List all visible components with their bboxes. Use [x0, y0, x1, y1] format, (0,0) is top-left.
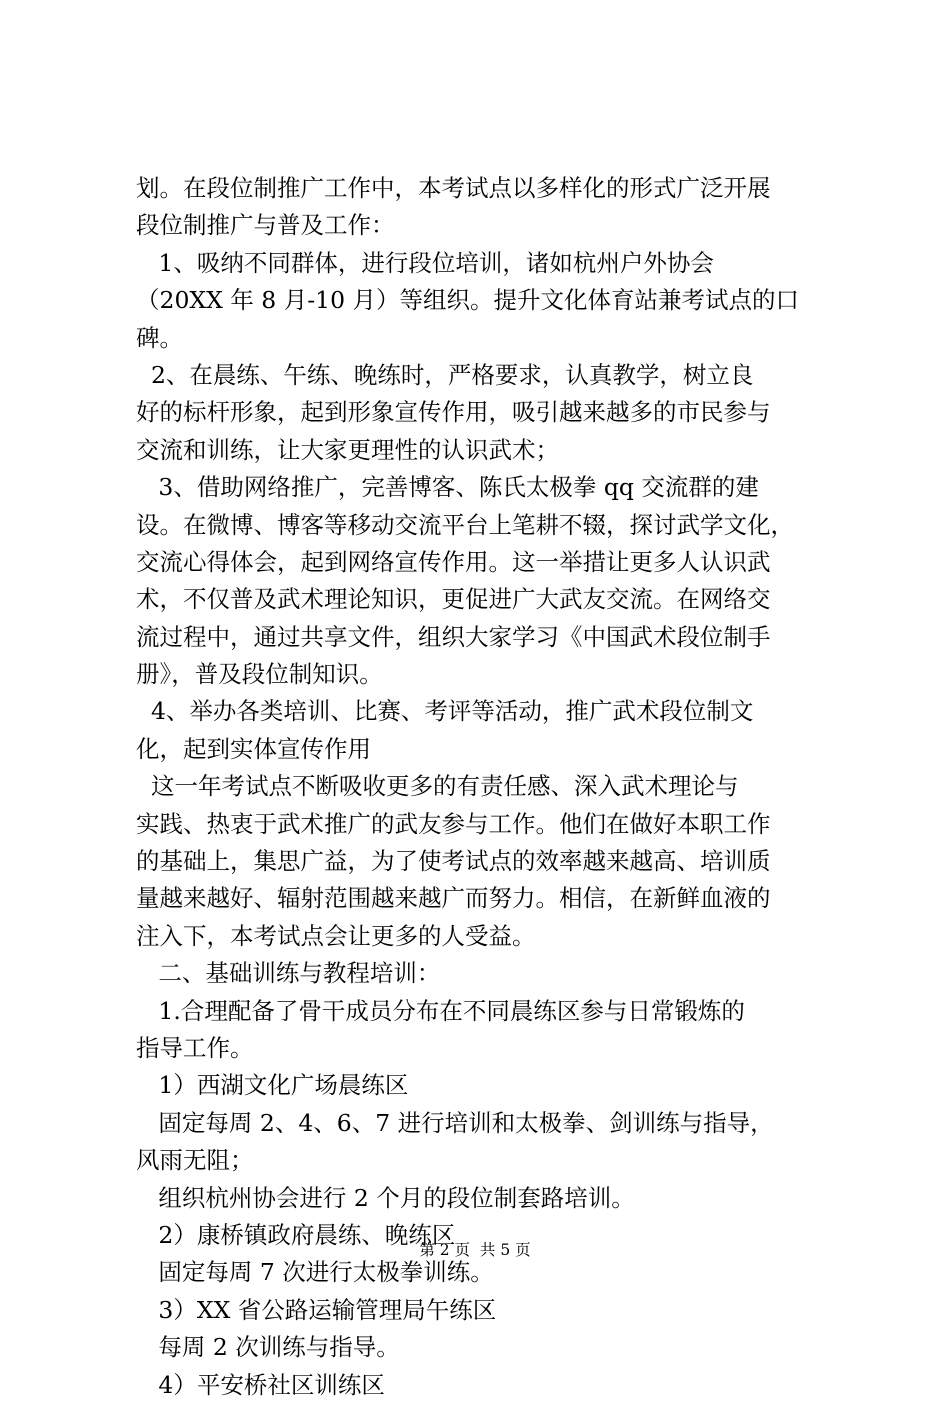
text-line: 3、借助网络推广，完善博客、陈氏太极拳 qq 交流群的建 [136, 473, 759, 502]
text-line: 册》，普及段位制知识。 [136, 660, 383, 689]
text-line: 这一年考试点不断吸收更多的有责任感、深入武术理论与 [136, 772, 739, 801]
text-line: 段位制推广与普及工作： [136, 211, 395, 240]
text-line: 1.合理配备了骨干成员分布在不同晨练区参与日常锻炼的 [136, 996, 745, 1025]
text-line: 2、在晨练、午练、晚练时，严格要求，认真教学，树立良 [136, 360, 754, 389]
text-line: 划。在段位制推广工作中，本考试点以多样化的形式广泛开展 [136, 174, 771, 202]
list-item: 4）平安桥社区训练区 [136, 1370, 385, 1399]
text-line: 实践、热衷于武术推广的武友参与工作。他们在做好本职工作 [136, 809, 771, 838]
list-item: 1）西湖文化广场晨练区 [136, 1071, 409, 1100]
text-line: 化，起到实体宣传作用 [136, 734, 371, 763]
text-line: 指导工作。 [136, 1033, 254, 1062]
text-line: 的基础上，集思广益，为了使考试点的效率越来越高、培训质 [136, 847, 771, 876]
page-number-footer: 第 2 页 共 5 页 [419, 1241, 531, 1259]
text-line: 交流和训练，让大家更理性的认识武术； [136, 435, 559, 464]
text-line: 好的标杆形象，起到形象宣传作用，吸引越来越多的市民参与 [136, 398, 771, 427]
text-line: 交流心得体会，起到网络宣传作用。这一举措让更多人认识武 [136, 547, 771, 576]
text-line: 每周 2 次训练与指导。 [136, 1333, 400, 1362]
text-line: 1、吸纳不同群体，进行段位培训，诸如杭州户外协会 [136, 248, 714, 277]
text-line: 术，不仅普及武术理论知识，更促进广大武友交流。在网络交 [136, 585, 771, 614]
body-text [136, 170, 836, 1404]
text-line: 4、举办各类培训、比赛、考评等活动，推广武术段位制文 [136, 697, 754, 726]
text-line: 量越来越好、辐射范围越来越广而努力。相信，在新鲜血液的 [136, 884, 771, 913]
text-line: （20XX 年 8 月-10 月）等组织。提升文化体育站兼考试点的口 [136, 286, 800, 315]
text-line: 流过程中，通过共享文件，组织大家学习《中国武术段位制手 [136, 622, 771, 651]
text-line: 固定每周 2、4、6、7 进行培训和太极拳、剑训练与指导， [136, 1108, 774, 1137]
section-heading: 二、基础训练与教程培训： [136, 959, 441, 988]
text-line: 注入下，本考试点会让更多的人受益。 [136, 921, 536, 950]
text-line: 固定每周 7 次进行太极拳训练。 [136, 1258, 494, 1287]
list-item: 3）XX 省公路运输管理局午练区 [136, 1295, 497, 1324]
text-line: 设。在微博、博客等移动交流平台上笔耕不辍，探讨武学文化， [136, 510, 794, 539]
text-line: 碑。 [136, 323, 183, 352]
text-line: 组织杭州协会进行 2 个月的段位制套路培训。 [136, 1183, 635, 1212]
text-line: 风雨无阻； [136, 1146, 254, 1175]
list-item: 2）康桥镇政府晨练、晚练区 [136, 1220, 456, 1249]
